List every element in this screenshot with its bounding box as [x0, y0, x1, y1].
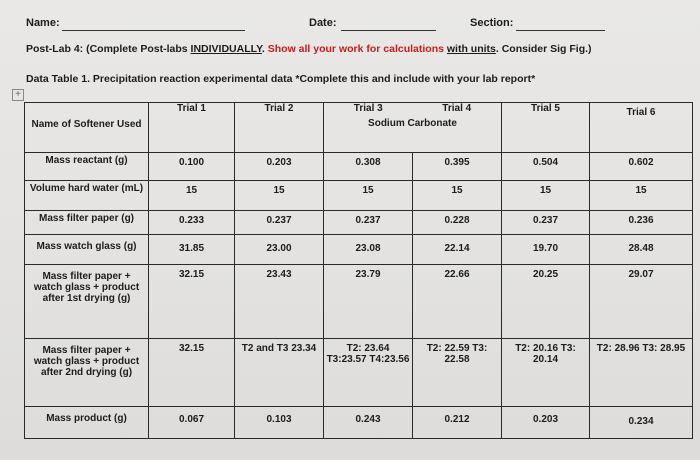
table-cell: 0.237 [324, 211, 413, 235]
table-cell: 0.237 [502, 211, 590, 235]
row-label: Mass filter paper + watch glass + product after 1st drying (g) [25, 265, 149, 339]
table-cell: 15 [502, 181, 590, 211]
table-cell: 0.203 [502, 407, 590, 439]
table-cell: T2: 23.64 T3:23.57 T4:23.56 [324, 339, 413, 407]
table-cell: 0.234 [590, 407, 693, 439]
postlab-instructions: Post-Lab 4: (Complete Post-labs INDIVIDUALLY. Show all your work for calculations with units. Consider Sig Fig.) [26, 43, 592, 55]
date-label: Date: [309, 17, 337, 29]
date-line [341, 30, 436, 31]
table-cell: 0.243 [324, 407, 413, 439]
row-label: Mass filter paper + watch glass + product after 2nd drying (g) [25, 339, 149, 407]
table-row [25, 153, 693, 181]
table-row [25, 407, 693, 439]
table-cell: 23.43 [235, 265, 324, 339]
row-label: Mass product (g) [25, 407, 149, 439]
row-label: Mass filter paper (g) [25, 211, 149, 235]
table-cell: T2: 20.16 T3: 20.14 [502, 339, 590, 407]
header-row [25, 103, 693, 153]
data-table [24, 102, 693, 439]
table-cell: 15 [149, 181, 235, 211]
table-cell: 0.236 [590, 211, 693, 235]
table-cell: 32.15 [149, 339, 235, 407]
row-label: Mass watch glass (g) [25, 235, 149, 265]
table-cell: 23.08 [324, 235, 413, 265]
trial-header: Trial 5 [502, 103, 590, 153]
trial-header: Trial 3 [353, 103, 383, 114]
table-cell: 0.233 [149, 211, 235, 235]
section-label: Section: [470, 17, 514, 29]
table-cell: 0.602 [590, 153, 693, 181]
table-row [25, 235, 693, 265]
row-label: Mass reactant (g) [25, 153, 149, 181]
table-cell: 0.100 [149, 153, 235, 181]
trial-header: Trial 1 [149, 103, 235, 153]
table-cell: 0.103 [235, 407, 324, 439]
table-cell: 0.237 [235, 211, 324, 235]
name-label: Name: [26, 17, 60, 29]
section-line [516, 30, 605, 31]
table-cell: 23.79 [324, 265, 413, 339]
softener-label-cell [25, 103, 149, 153]
trial-header: Trial 4 [442, 103, 472, 114]
table-cell: 23.00 [235, 235, 324, 265]
table-cell: 22.66 [413, 265, 502, 339]
table-cell: 0.067 [149, 407, 235, 439]
name-line [62, 30, 245, 31]
table-cell: 22.14 [413, 235, 502, 265]
table-cell: 20.25 [502, 265, 590, 339]
table-cell: 29.07 [590, 265, 693, 339]
table-move-handle-icon[interactable]: + [12, 89, 24, 101]
table-cell: 15 [590, 181, 693, 211]
trial-header: Trial 6 [590, 103, 693, 153]
table-row [25, 181, 693, 211]
table-cell: 32.15 [149, 265, 235, 339]
table-cell: 19.70 [502, 235, 590, 265]
row-label: Volume hard water (mL) [25, 181, 149, 211]
table-cell: 31.85 [149, 235, 235, 265]
table-cell: T2: 22.59 T3: 22.58 [413, 339, 502, 407]
table-cell: 15 [324, 181, 413, 211]
table-row [25, 265, 693, 339]
table-cell: 0.308 [324, 153, 413, 181]
table-cell: 15 [413, 181, 502, 211]
trial-header-merged [324, 103, 502, 153]
table-cell: T2: 28.96 T3: 28.95 [590, 339, 693, 407]
table-cell: 28.48 [590, 235, 693, 265]
table-cell: 0.504 [502, 153, 590, 181]
table-row [25, 211, 693, 235]
table-cell: 0.395 [413, 153, 502, 181]
table-title: Data Table 1. Precipitation reaction experimental data *Complete this and include with your lab report* [26, 73, 536, 85]
softener-value: Sodium Carbonate [368, 118, 457, 129]
table-cell: 0.203 [235, 153, 324, 181]
table-cell: 15 [235, 181, 324, 211]
softener-label: Name of Softener Used [31, 119, 142, 130]
table-cell: 0.212 [413, 407, 502, 439]
trial-header: Trial 2 [235, 103, 324, 153]
table-row [25, 339, 693, 407]
table-cell: 0.228 [413, 211, 502, 235]
table-cell: T2 and T3 23.34 [235, 339, 324, 407]
